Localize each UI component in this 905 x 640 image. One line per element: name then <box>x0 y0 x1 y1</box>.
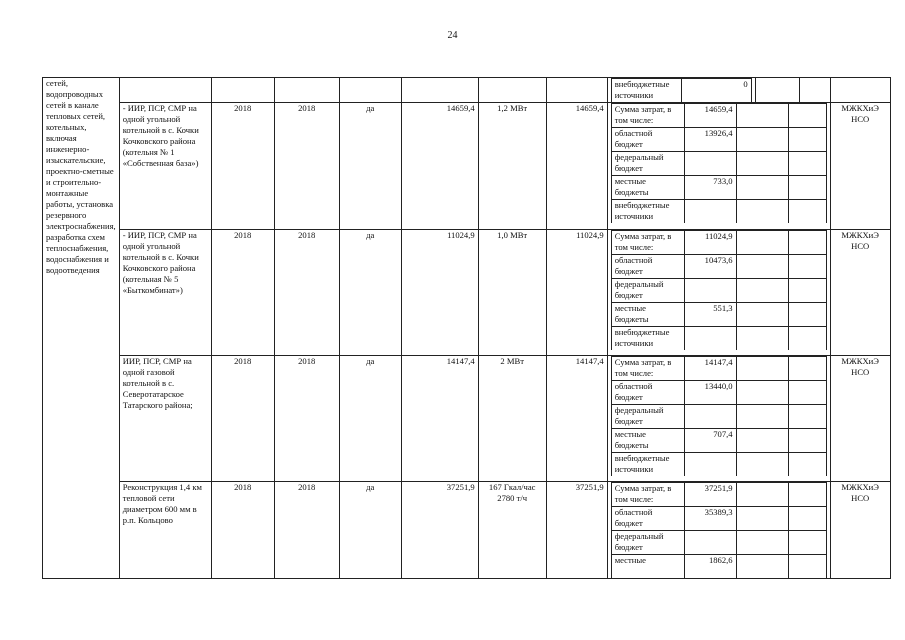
source-amount: 35389,3 <box>684 507 736 531</box>
year-start: 2018 <box>211 103 274 230</box>
source-label: внебюджетные источники <box>611 79 681 103</box>
source-amount: 551,3 <box>684 303 736 327</box>
executor: МЖКХиЭ НСО <box>830 482 890 579</box>
table-row <box>43 103 891 230</box>
source-label: федеральный бюджет <box>611 405 684 429</box>
table-row <box>43 356 891 482</box>
source-label: Сумма затрат, в том числе: <box>611 483 684 507</box>
cost: 14659,4 <box>401 103 478 230</box>
group-description: сетей, водопроводных сетей в канале тепловых сетей, котельных, включая инженерно-изыскательские, проектно-сметные и строительно-монтажные работы, установка резервного электроснабжения, разработка схем теплоснабжения, водоснабжения и водоотведения <box>43 78 120 579</box>
source-amount: 14659,4 <box>684 104 736 128</box>
source-amount <box>684 279 736 303</box>
source-amount <box>684 531 736 555</box>
source-label: областной бюджет <box>611 255 684 279</box>
executor: МЖКХиЭ НСО <box>830 103 890 230</box>
source-label: областной бюджет <box>611 507 684 531</box>
source-label: внебюджетные источники <box>611 327 684 351</box>
source-amount: 13926,4 <box>684 128 736 152</box>
cost: 37251,9 <box>401 482 478 579</box>
source-label: федеральный бюджет <box>611 152 684 176</box>
cost-total: 14147,4 <box>546 356 607 482</box>
cost-total: 37251,9 <box>546 482 607 579</box>
flag: да <box>339 230 401 356</box>
measure-description: - ИИР, ПСР, СМР на одной угольной котельной в с. Кочки Кочковского района (котельная № 5 «Быткомбинат») <box>119 230 211 356</box>
source-amount: 14147,4 <box>684 357 736 381</box>
source-label: местные бюджеты <box>611 429 684 453</box>
cost-total: 11024,9 <box>546 230 607 356</box>
measure-description: - ИИР, ПСР, СМР на одной угольной котельной в с. Кочки Кочковского района (котельня № 1 «Собственная база») <box>119 103 211 230</box>
source-amount <box>684 327 736 351</box>
executor: МЖКХиЭ НСО <box>830 356 890 482</box>
year-end: 2018 <box>274 482 339 579</box>
capacity: 1,0 МВт <box>478 230 546 356</box>
source-amount <box>684 152 736 176</box>
table-row <box>43 78 891 103</box>
source-amount <box>684 405 736 429</box>
source-amount: 1862,6 <box>684 555 736 579</box>
source-label: Сумма затрат, в том числе: <box>611 231 684 255</box>
measure-description: Реконструкция 1,4 км тепловой сети диаметром 600 мм в р.п. Кольцово <box>119 482 211 579</box>
source-label: внебюджетные источники <box>611 453 684 477</box>
table-row <box>43 482 891 579</box>
source-label: федеральный бюджет <box>611 531 684 555</box>
source-amount: 13440,0 <box>684 381 736 405</box>
flag: да <box>339 482 401 579</box>
cost: 11024,9 <box>401 230 478 356</box>
source-label: областной бюджет <box>611 128 684 152</box>
executor: МЖКХиЭ НСО <box>830 230 890 356</box>
source-label: Сумма затрат, в том числе: <box>611 357 684 381</box>
source-amount <box>684 453 736 477</box>
source-amount: 0 <box>681 79 751 103</box>
source-label: Сумма затрат, в том числе: <box>611 104 684 128</box>
flag: да <box>339 103 401 230</box>
source-label: внебюджетные источники <box>611 200 684 224</box>
year-start: 2018 <box>211 482 274 579</box>
capacity: 1,2 МВт <box>478 103 546 230</box>
source-amount: 10473,6 <box>684 255 736 279</box>
capacity: 167 Гкал/час 2780 т/ч <box>478 482 546 579</box>
source-amount: 37251,9 <box>684 483 736 507</box>
year-end: 2018 <box>274 356 339 482</box>
cost: 14147,4 <box>401 356 478 482</box>
source-label: местные <box>611 555 684 579</box>
table-row <box>43 230 891 356</box>
source-label: федеральный бюджет <box>611 279 684 303</box>
year-end: 2018 <box>274 230 339 356</box>
cost-total: 14659,4 <box>546 103 607 230</box>
source-label: местные бюджеты <box>611 176 684 200</box>
year-start: 2018 <box>211 356 274 482</box>
source-amount <box>684 200 736 224</box>
source-label: местные бюджеты <box>611 303 684 327</box>
measure-description: ИИР, ПСР, СМР на одной газовой котельной в с. Северотатарское Татарского района; <box>119 356 211 482</box>
capacity: 2 МВт <box>478 356 546 482</box>
page-number: 24 <box>447 30 458 41</box>
year-start: 2018 <box>211 230 274 356</box>
program-table <box>42 77 891 579</box>
source-amount: 707,4 <box>684 429 736 453</box>
flag: да <box>339 356 401 482</box>
source-amount: 733,0 <box>684 176 736 200</box>
source-label: областной бюджет <box>611 381 684 405</box>
source-amount: 11024,9 <box>684 231 736 255</box>
year-end: 2018 <box>274 103 339 230</box>
